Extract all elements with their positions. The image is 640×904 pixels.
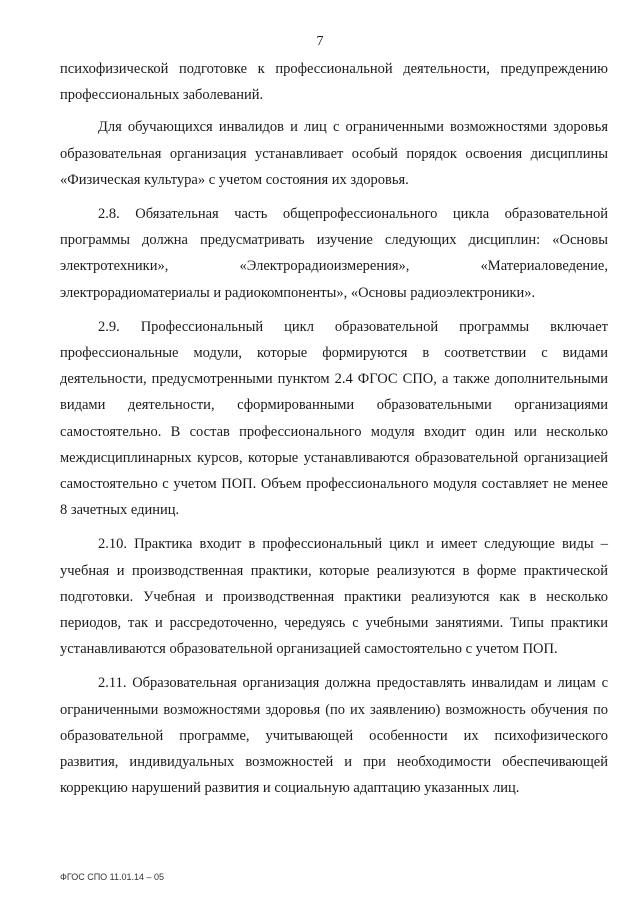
paragraph-2-11: 2.11. Образовательная организация должна предоставлять инвалидам и лицам с ограниченными возможностями здоровья (по их заявлению) возможность обучения по образовательной программе, учитывающей особенности их психофизического развития, индивидуальных возможностей и при необходимости обеспечивающей коррекцию нарушений развития и социальную адаптацию указанных лиц. [60, 675, 608, 797]
paragraph-2-9: 2.9. Профессиональный цикл образовательной программы включает профессиональные модули, которые формируются в соответствии с видами деятельности, предусмотренными пунктом 2.4 ФГОС СПО, а также дополнительными видами деятельности, сформированными образовательными организациями самостоятельно. В состав профессионального модуля входит один или несколько междисциплинарных курсов, которые устанавливаются образовательной организацией самостоятельно с учетом ПОП. Объем профессионального модуля составляет не менее 8 зачетных единиц. [60, 318, 608, 519]
page-number: 7 [316, 34, 324, 49]
paragraph-2-10: 2.10. Практика входит в профессиональный цикл и имеет следующие виды – учебная и производственная практики, которые реализуются в форме практической подготовки. Учебная и производственная практики реализуются как в несколько периодов, так и рассредоточенно, чередуясь с учебными занятиями. Типы практики устанавливаются образовательной организацией самостоятельно с учетом ПОП. [60, 536, 608, 658]
document-body [60, 56, 608, 801]
paragraph-disabled-students: Для обучающихся инвалидов и лиц с ограниченными возможностями здоровья образовательная организация устанавливает особый порядок освоения дисциплины «Физическая культура» с учетом состояния их здоровья. [60, 119, 608, 188]
footer-document-code: ФГОС СПО 11.01.14 – 05 [60, 872, 165, 882]
paragraph-continuation: психофизической подготовке к профессиональной деятельности, предупреждению профессиональных заболеваний. [60, 61, 608, 104]
paragraph-2-8: 2.8. Обязательная часть общепрофессионального цикла образовательной программы должна предусматривать изучение следующих дисциплин: «Основы электротехники», «Электрорадиоизмерения», «Материаловедение, электрорадиоматериалы и радиокомпоненты», «Основы радиоэлектроники». [60, 206, 608, 301]
